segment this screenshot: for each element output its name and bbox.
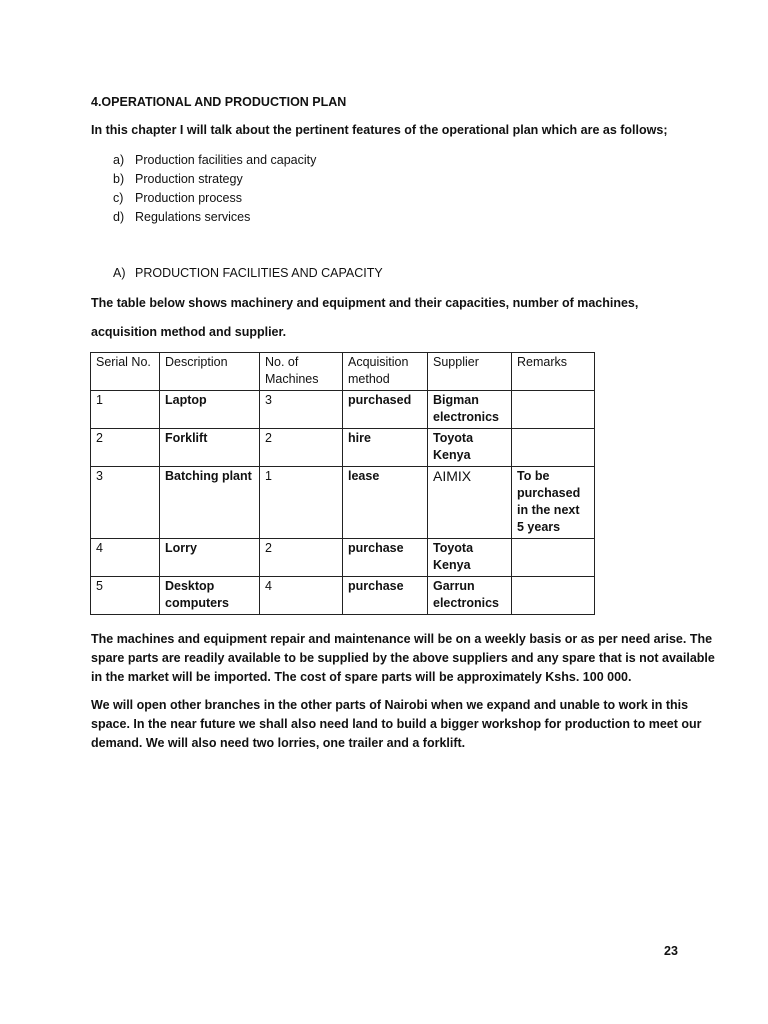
subsection-heading: [113, 266, 383, 280]
list-item-text: Production strategy: [135, 172, 243, 186]
cell-description: Laptop: [160, 391, 260, 429]
cell-machines: 2: [260, 539, 343, 577]
table-intro-line-2: acquisition method and supplier.: [91, 325, 287, 339]
intro-text: In this chapter I will talk about the pertinent features of the operational plan which are as follows;: [91, 123, 668, 137]
header-description: Description: [160, 353, 260, 391]
page-number: 23: [664, 944, 678, 958]
cell-remarks: [512, 577, 595, 615]
paragraph-line: The machines and equipment repair and maintenance will be on a weekly basis or as per need arise. The: [91, 632, 713, 646]
cell-supplier: Toyota Kenya: [428, 539, 512, 577]
list-item-text: Production facilities and capacity: [135, 153, 317, 167]
list-item: [113, 209, 316, 228]
cell-acquisition: purchased: [343, 391, 428, 429]
cell-description: Lorry: [160, 539, 260, 577]
header-serial: Serial No.: [91, 353, 160, 391]
section-heading: 4.OPERATIONAL AND PRODUCTION PLAN: [91, 95, 347, 109]
cell-description: Batching plant: [160, 467, 260, 539]
header-machines: No. of Machines: [260, 353, 343, 391]
paragraph-line: spare parts are readily available to be supplied by the above suppliers and any spare that is not available: [91, 651, 715, 665]
list-item: [113, 152, 316, 171]
cell-serial: 1: [91, 391, 160, 429]
header-supplier: Supplier: [428, 353, 512, 391]
cell-serial: 2: [91, 429, 160, 467]
table-row: [91, 429, 595, 467]
maintenance-paragraph: [91, 630, 715, 687]
cell-acquisition: purchase: [343, 577, 428, 615]
table-row: [91, 467, 595, 539]
header-acquisition: Acquisition method: [343, 353, 428, 391]
expansion-paragraph: [91, 696, 702, 753]
table-row: [91, 391, 595, 429]
cell-machines: 3: [260, 391, 343, 429]
table-row: [91, 577, 595, 615]
cell-remarks: [512, 429, 595, 467]
subsection-title: PRODUCTION FACILITIES AND CAPACITY: [135, 266, 383, 280]
paragraph-line: We will open other branches in the other parts of Nairobi when we expand and unable to work in this: [91, 698, 689, 712]
list-item-text: Regulations services: [135, 210, 251, 224]
list-marker: c): [113, 191, 124, 205]
cell-remarks: [512, 539, 595, 577]
cell-remarks: To be purchased in the next 5 years: [512, 467, 595, 539]
equipment-table: [90, 352, 595, 615]
cell-serial: 4: [91, 539, 160, 577]
cell-supplier: Garrun electronics: [428, 577, 512, 615]
cell-supplier: AIMIX: [428, 467, 512, 539]
feature-list: [113, 152, 316, 228]
cell-remarks: [512, 391, 595, 429]
list-item: [113, 190, 316, 209]
paragraph-line: demand. We will also need two lorries, one trailer and a forklift.: [91, 736, 466, 750]
cell-machines: 1: [260, 467, 343, 539]
cell-machines: 2: [260, 429, 343, 467]
cell-acquisition: hire: [343, 429, 428, 467]
paragraph-line: space. In the near future we shall also need land to build a bigger workshop for production to meet our: [91, 717, 702, 731]
cell-supplier: Bigman electronics: [428, 391, 512, 429]
cell-machines: 4: [260, 577, 343, 615]
list-item: [113, 171, 316, 190]
cell-acquisition: lease: [343, 467, 428, 539]
list-item-text: Production process: [135, 191, 243, 205]
cell-acquisition: purchase: [343, 539, 428, 577]
cell-supplier: Toyota Kenya: [428, 429, 512, 467]
cell-serial: 5: [91, 577, 160, 615]
list-marker: a): [113, 153, 125, 167]
cell-serial: 3: [91, 467, 160, 539]
list-marker: d): [113, 210, 125, 224]
subsection-marker: A): [113, 266, 126, 280]
paragraph-line: in the market will be imported. The cost of spare parts will be approximately Kshs. 100 000.: [91, 670, 632, 684]
cell-description: Desktop computers: [160, 577, 260, 615]
table-row: [91, 539, 595, 577]
header-remarks: Remarks: [512, 353, 595, 391]
table-intro-line-1: The table below shows machinery and equipment and their capacities, number of machines,: [91, 296, 639, 310]
list-marker: b): [113, 172, 125, 186]
table-header-row: [91, 353, 595, 391]
cell-description: Forklift: [160, 429, 260, 467]
